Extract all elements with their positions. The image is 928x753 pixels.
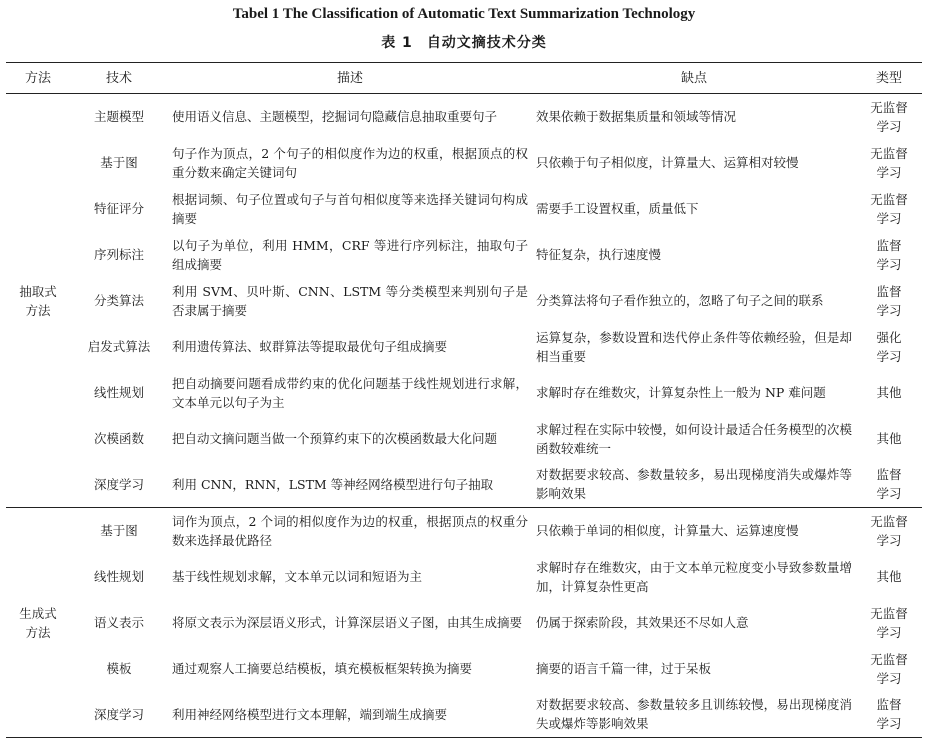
header-description: 描述 <box>168 63 532 94</box>
disadvantage-cell: 运算复杂，参数设置和迭代停止条件等依赖经验，但是却相当重要 <box>536 329 852 364</box>
type-cell: 监督学习 <box>876 697 902 732</box>
disadvantage-cell: 求解过程在实际中较慢，如何设计最适合任务模型的次模函数较难统一 <box>536 421 852 456</box>
disadvantage-cell: 分类算法将句子看作独立的，忽略了句子之间的联系 <box>536 293 824 308</box>
type-cell: 无监督学习 <box>870 99 908 134</box>
technique-cell: 模板 <box>106 661 132 676</box>
header-method: 方法 <box>6 63 70 94</box>
description-cell: 利用遗传算法、蚁群算法等提取最优句子组成摘要 <box>172 339 448 354</box>
type-cell: 监督学习 <box>876 283 902 318</box>
disadvantage-cell: 求解时存在维数灾，由于文本单元粒度变小导致参数量增加，计算复杂性更高 <box>536 559 852 594</box>
disadvantage-cell: 特征复杂，执行速度慢 <box>536 247 662 262</box>
table-row <box>6 324 922 370</box>
technique-cell: 线性规划 <box>93 569 144 584</box>
table-row <box>6 186 922 232</box>
disadvantage-cell: 只依赖于句子相似度，计算量大、运算相对较慢 <box>536 155 799 170</box>
table-row <box>6 508 922 554</box>
description-cell: 把自动文摘问题当做一个预算约束下的次模函数最大化问题 <box>172 431 498 446</box>
table-title-label: 表 1 <box>381 35 413 51</box>
technique-cell: 语义表示 <box>93 615 144 630</box>
technique-cell: 次模函数 <box>93 431 144 446</box>
description-cell: 通过观察人工摘要总结模板，填充模板框架转换为摘要 <box>172 661 473 676</box>
method-cell-extractive <box>6 94 70 508</box>
disadvantage-cell: 需要手工设置权重，质量低下 <box>536 201 699 216</box>
disadvantage-cell: 求解时存在维数灾，计算复杂性上一般为 NP 难问题 <box>536 385 826 400</box>
technique-cell: 基于图 <box>100 155 138 170</box>
description-cell: 使用语义信息、主题模型，挖掘词句隐藏信息抽取重要句子 <box>172 109 498 125</box>
type-cell: 其他 <box>876 431 902 446</box>
method-label: 生成式方法 <box>19 605 57 640</box>
table-row <box>6 416 922 462</box>
table-row <box>6 278 922 324</box>
technique-cell: 基于图 <box>100 523 138 539</box>
technique-cell: 序列标注 <box>93 247 144 262</box>
table-title-chinese <box>0 32 928 52</box>
table-row <box>6 692 922 738</box>
type-cell: 无监督学习 <box>870 145 908 180</box>
table-row <box>6 554 922 600</box>
description-cell: 将原文表示为深层语义形式，计算深层语义子图，由其生成摘要 <box>172 615 523 630</box>
classification-table <box>6 62 922 738</box>
disadvantage-cell: 仍属于探索阶段，其效果还不尽如人意 <box>536 615 749 630</box>
technique-cell: 分类算法 <box>93 293 144 308</box>
disadvantage-cell: 只依赖于单词的相似度，计算量大、运算速度慢 <box>536 523 799 539</box>
description-cell: 利用 CNN，RNN，LSTM 等神经网络模型进行句子抽取 <box>168 462 532 508</box>
disadvantage-cell: 摘要的语言千篇一律，过于呆板 <box>536 661 712 676</box>
table-row <box>6 600 922 646</box>
table-title-text: 自动文摘技术分类 <box>426 35 547 51</box>
header-row <box>6 63 922 94</box>
description-cell: 词作为顶点，2 个词的相似度作为边的权重，根据顶点的权重分数来选择最优路径 <box>172 513 528 548</box>
method-cell-generative <box>6 508 70 738</box>
type-cell: 监督学习 <box>876 237 902 272</box>
technique-cell: 启发式算法 <box>87 339 151 354</box>
technique-cell: 深度学习 <box>93 706 144 722</box>
disadvantage-cell: 效果依赖于数据集质量和领域等情况 <box>536 109 737 125</box>
table-row <box>6 462 922 508</box>
description-cell: 根据词频、句子位置或句子与首句相似度等来选择关键词句构成摘要 <box>172 191 528 226</box>
type-cell: 其他 <box>876 385 902 400</box>
technique-cell: 线性规划 <box>93 385 144 400</box>
description-cell: 利用 SVM、贝叶斯、CNN、LSTM 等分类模型来判别句子是否隶属于摘要 <box>172 283 528 318</box>
header-disadvantage: 缺点 <box>532 63 856 94</box>
type-cell: 无监督学习 <box>870 191 908 226</box>
method-label: 抽取式方法 <box>19 283 57 318</box>
technique-cell: 主题模型 <box>93 109 144 125</box>
type-cell: 无监督学习 <box>870 605 908 640</box>
disadvantage-cell: 对数据要求较高、参数量较多且训练较慢，易出现梯度消失或爆炸等影响效果 <box>536 697 852 732</box>
description-cell: 利用神经网络模型进行文本理解，端到端生成摘要 <box>172 706 448 722</box>
disadvantage-cell: 对数据要求较高、参数量较多，易出现梯度消失或爆炸等影响效果 <box>532 462 856 508</box>
table-row <box>6 140 922 186</box>
technique-cell: 特征评分 <box>93 201 144 216</box>
table-row <box>6 646 922 692</box>
technique-cell: 深度学习 <box>70 462 168 508</box>
description-cell: 基于线性规划求解，文本单元以词和短语为主 <box>172 569 423 584</box>
description-cell: 句子作为顶点，2 个句子的相似度作为边的权重，根据顶点的权重分数来确定关键词句 <box>172 145 528 180</box>
table-row <box>6 370 922 416</box>
type-cell: 无监督学习 <box>870 651 908 686</box>
header-type: 类型 <box>856 63 922 94</box>
type-cell: 无监督学习 <box>870 513 908 548</box>
table-row <box>6 94 922 140</box>
type-cell: 强化学习 <box>876 329 902 364</box>
table-title-english: Tabel 1 The Classification of Automatic Text Summarization Technology <box>232 6 696 22</box>
type-cell: 其他 <box>876 569 902 584</box>
type-cell: 监督学习 <box>856 462 922 508</box>
table-row <box>6 232 922 278</box>
description-cell: 把自动摘要问题看成带约束的优化问题基于线性规划进行求解，文本单元以句子为主 <box>172 375 528 410</box>
description-cell: 以句子为单位，利用 HMM，CRF 等进行序列标注，抽取句子组成摘要 <box>172 237 528 272</box>
header-technique: 技术 <box>70 63 168 94</box>
